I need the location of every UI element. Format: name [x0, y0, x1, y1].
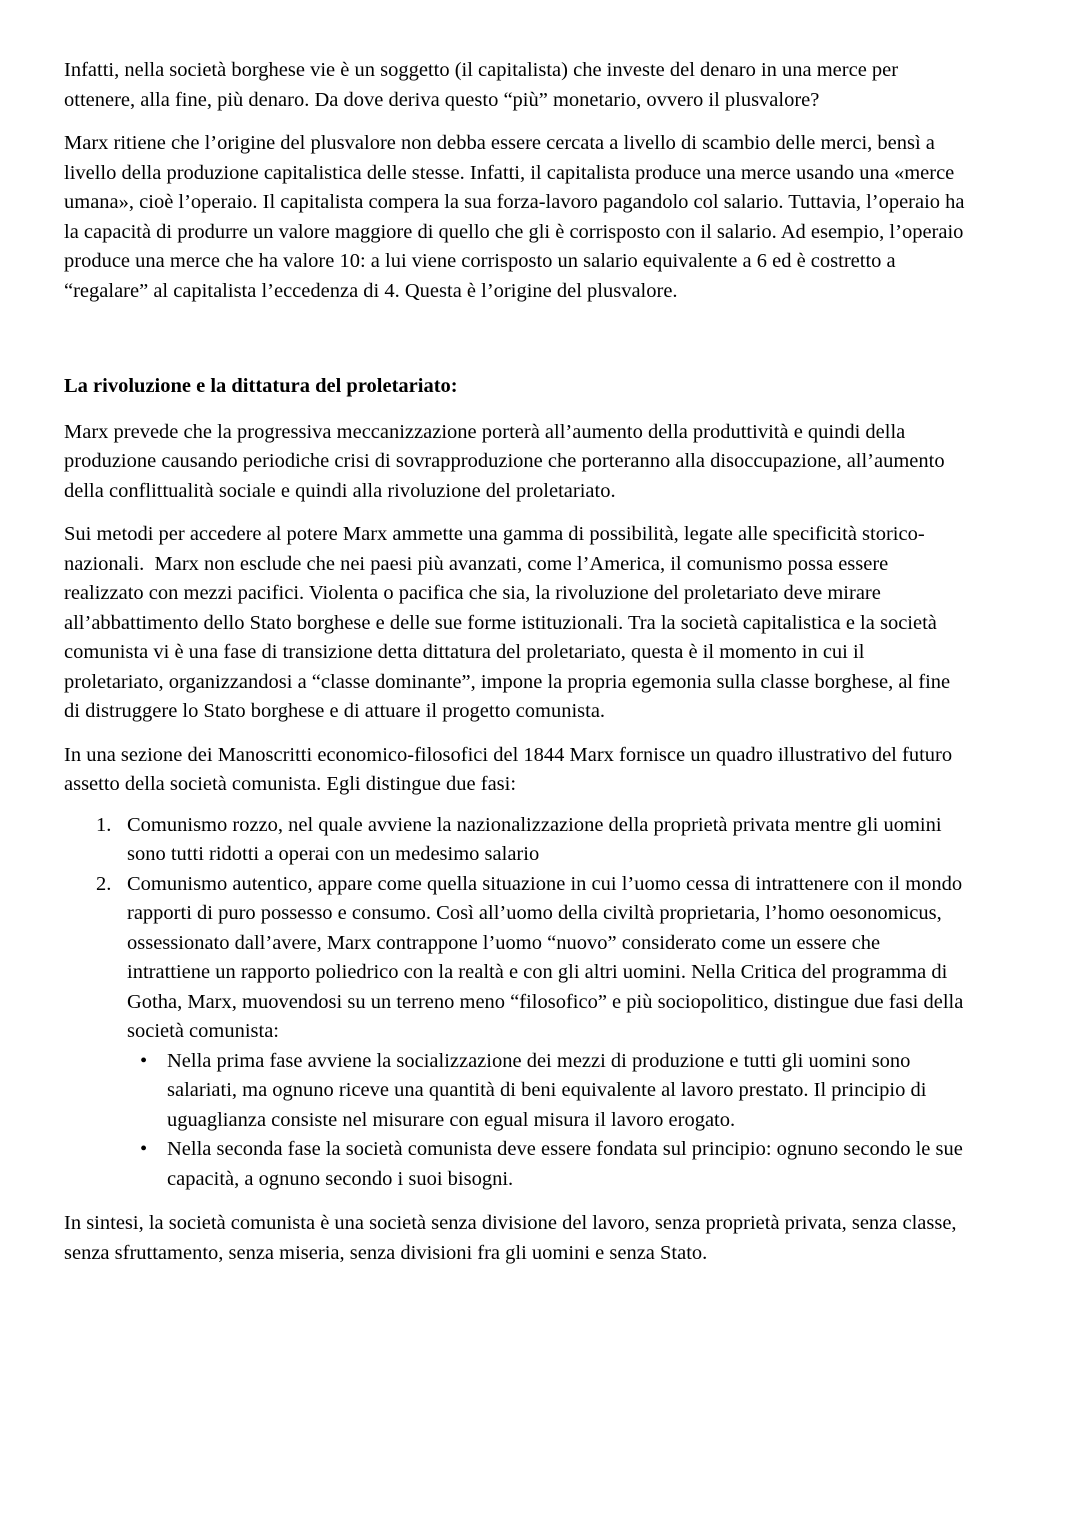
paragraph-manoscritti-1844: In una sezione dei Manoscritti economico-filosofici del 1844 Marx fornisce un quadro illustrativo del futuro assetto della società comunista. Egli distingue due fasi:: [64, 743, 958, 795]
list-spacer: [64, 1200, 966, 1209]
paragraph-meccanizzazione: Marx prevede che la progressiva meccanizzazione porterà all’aumento della produttività e quindi della produzione causando periodiche crisi di sovrapproduzione che porteranno alla disoccupazione, all’aumento della conflittualità sociale e quindi alla rivoluzione del proletariato.: [64, 420, 950, 502]
list-item-text: Comunismo autentico, appare come quella situazione in cui l’uomo cessa di intrattenere con il mondo rapporti di puro possesso e consumo. Così all’uomo della civiltà proprietaria, l’homo oesonomicus, ossessionato dall’avere, Marx contrappone l’uomo “nuovo” considerato come un essere che intrattiene un rapporto poliedrico con la realtà e con gli altri uomini. Nella Critica del programma di Gotha, Marx, muovendosi su un terreno meno “filosofico” e più sociopolitico, distingue due fasi della società comunista:: [127, 872, 964, 1042]
list-item: [64, 870, 966, 1195]
list-item-text: Comunismo rozzo, nel quale avviene la nazionalizzazione della proprietà privata mentre gli uomini sono tutti ridotti a operai con un medesimo salario: [127, 813, 942, 865]
document-body: [64, 56, 970, 1282]
section-heading-rivoluzione: La rivoluzione e la dittatura del proletariato:: [64, 375, 458, 397]
bullet-list-fasi-comuniste: [127, 1047, 966, 1195]
list-item-text: Nella prima fase avviene la socializzazione dei mezzi di produzione e tutti gli uomini sono salariati, ma ognuno riceve una quantità di beni equivalente al lavoro prestato. Il principio di uguaglianza consiste nel misurare con egual misura il lavoro erogato.: [167, 1049, 927, 1131]
bullet-point-icon: •: [140, 1138, 148, 1160]
bullet-point-icon: •: [140, 1049, 148, 1072]
list-item: [64, 811, 966, 870]
list-marker-number: 2.: [96, 872, 112, 895]
section-spacer: [64, 320, 966, 372]
list-item: [127, 1047, 966, 1136]
list-item: [127, 1135, 966, 1194]
list-marker-number: 1.: [96, 813, 112, 836]
numbered-list-fasi: [64, 811, 966, 1195]
list-item-text: Nella seconda fase la società comunista deve essere fondata sul principio: ognuno secondo le sue capacità, a ognuno secondo i suoi bisogni.: [167, 1138, 963, 1190]
paragraph-metodi-potere: Sui metodi per accedere al potere Marx ammette una gamma di possibilità, legate alle specificità storico-nazionali. Marx non esclude che nei paesi più avanzati, come l’America, il comunismo possa essere realizzato con mezzi pacifici. Violenta o pacifica che sia, la rivoluzione del proletariato deve mirare all’abbattimento dello Stato borghese e delle sue forme istituzionali. Tra la società capitalistica e la società comunista vi è una fase di transizione detta dittatura del proletariato, questa è il momento in cui il proletariato, organizzandosi a “classe dominante”, impone la propria egemonia sulla classe borghese, al fine di distruggere lo Stato borghese e di attuare il progetto comunista.: [64, 523, 956, 722]
paragraph-origine-plusvalore: Marx ritiene che l’origine del plusvalore non debba essere cercata a livello di scambio delle merci, bensì a livello della produzione capitalistica delle stesse. Infatti, il capitalista produce una merce usando una «merce umana», cioè l’operaio. Il capitalista compera la sua forza-lavoro pagandolo col salario. Tuttavia, l’operaio ha la capacità di produrre un valore maggiore di quello che gli è corrisposto con il salario. Ad esempio, l’operaio produce una merce che ha valore 10: a lui viene corrisposto un salario equivalente a 6 ed è costretto a “regalare” al capitalista l’eccedenza di 4. Questa è l’origine del plusvalore.: [64, 132, 970, 302]
paragraph-sintesi: In sintesi, la società comunista è una società senza divisione del lavoro, senza proprietà privata, senza classe, senza sfruttamento, senza miseria, senza divisioni fra gli uomini e senza Stato.: [64, 1212, 962, 1264]
paragraph-plusvalore-intro: Infatti, nella società borghese vie è un soggetto (il capitalista) che investe del denaro in una merce per ottenere, alla fine, più denaro. Da dove deriva questo “più” monetario, ovvero il plusvalore?: [64, 59, 904, 111]
